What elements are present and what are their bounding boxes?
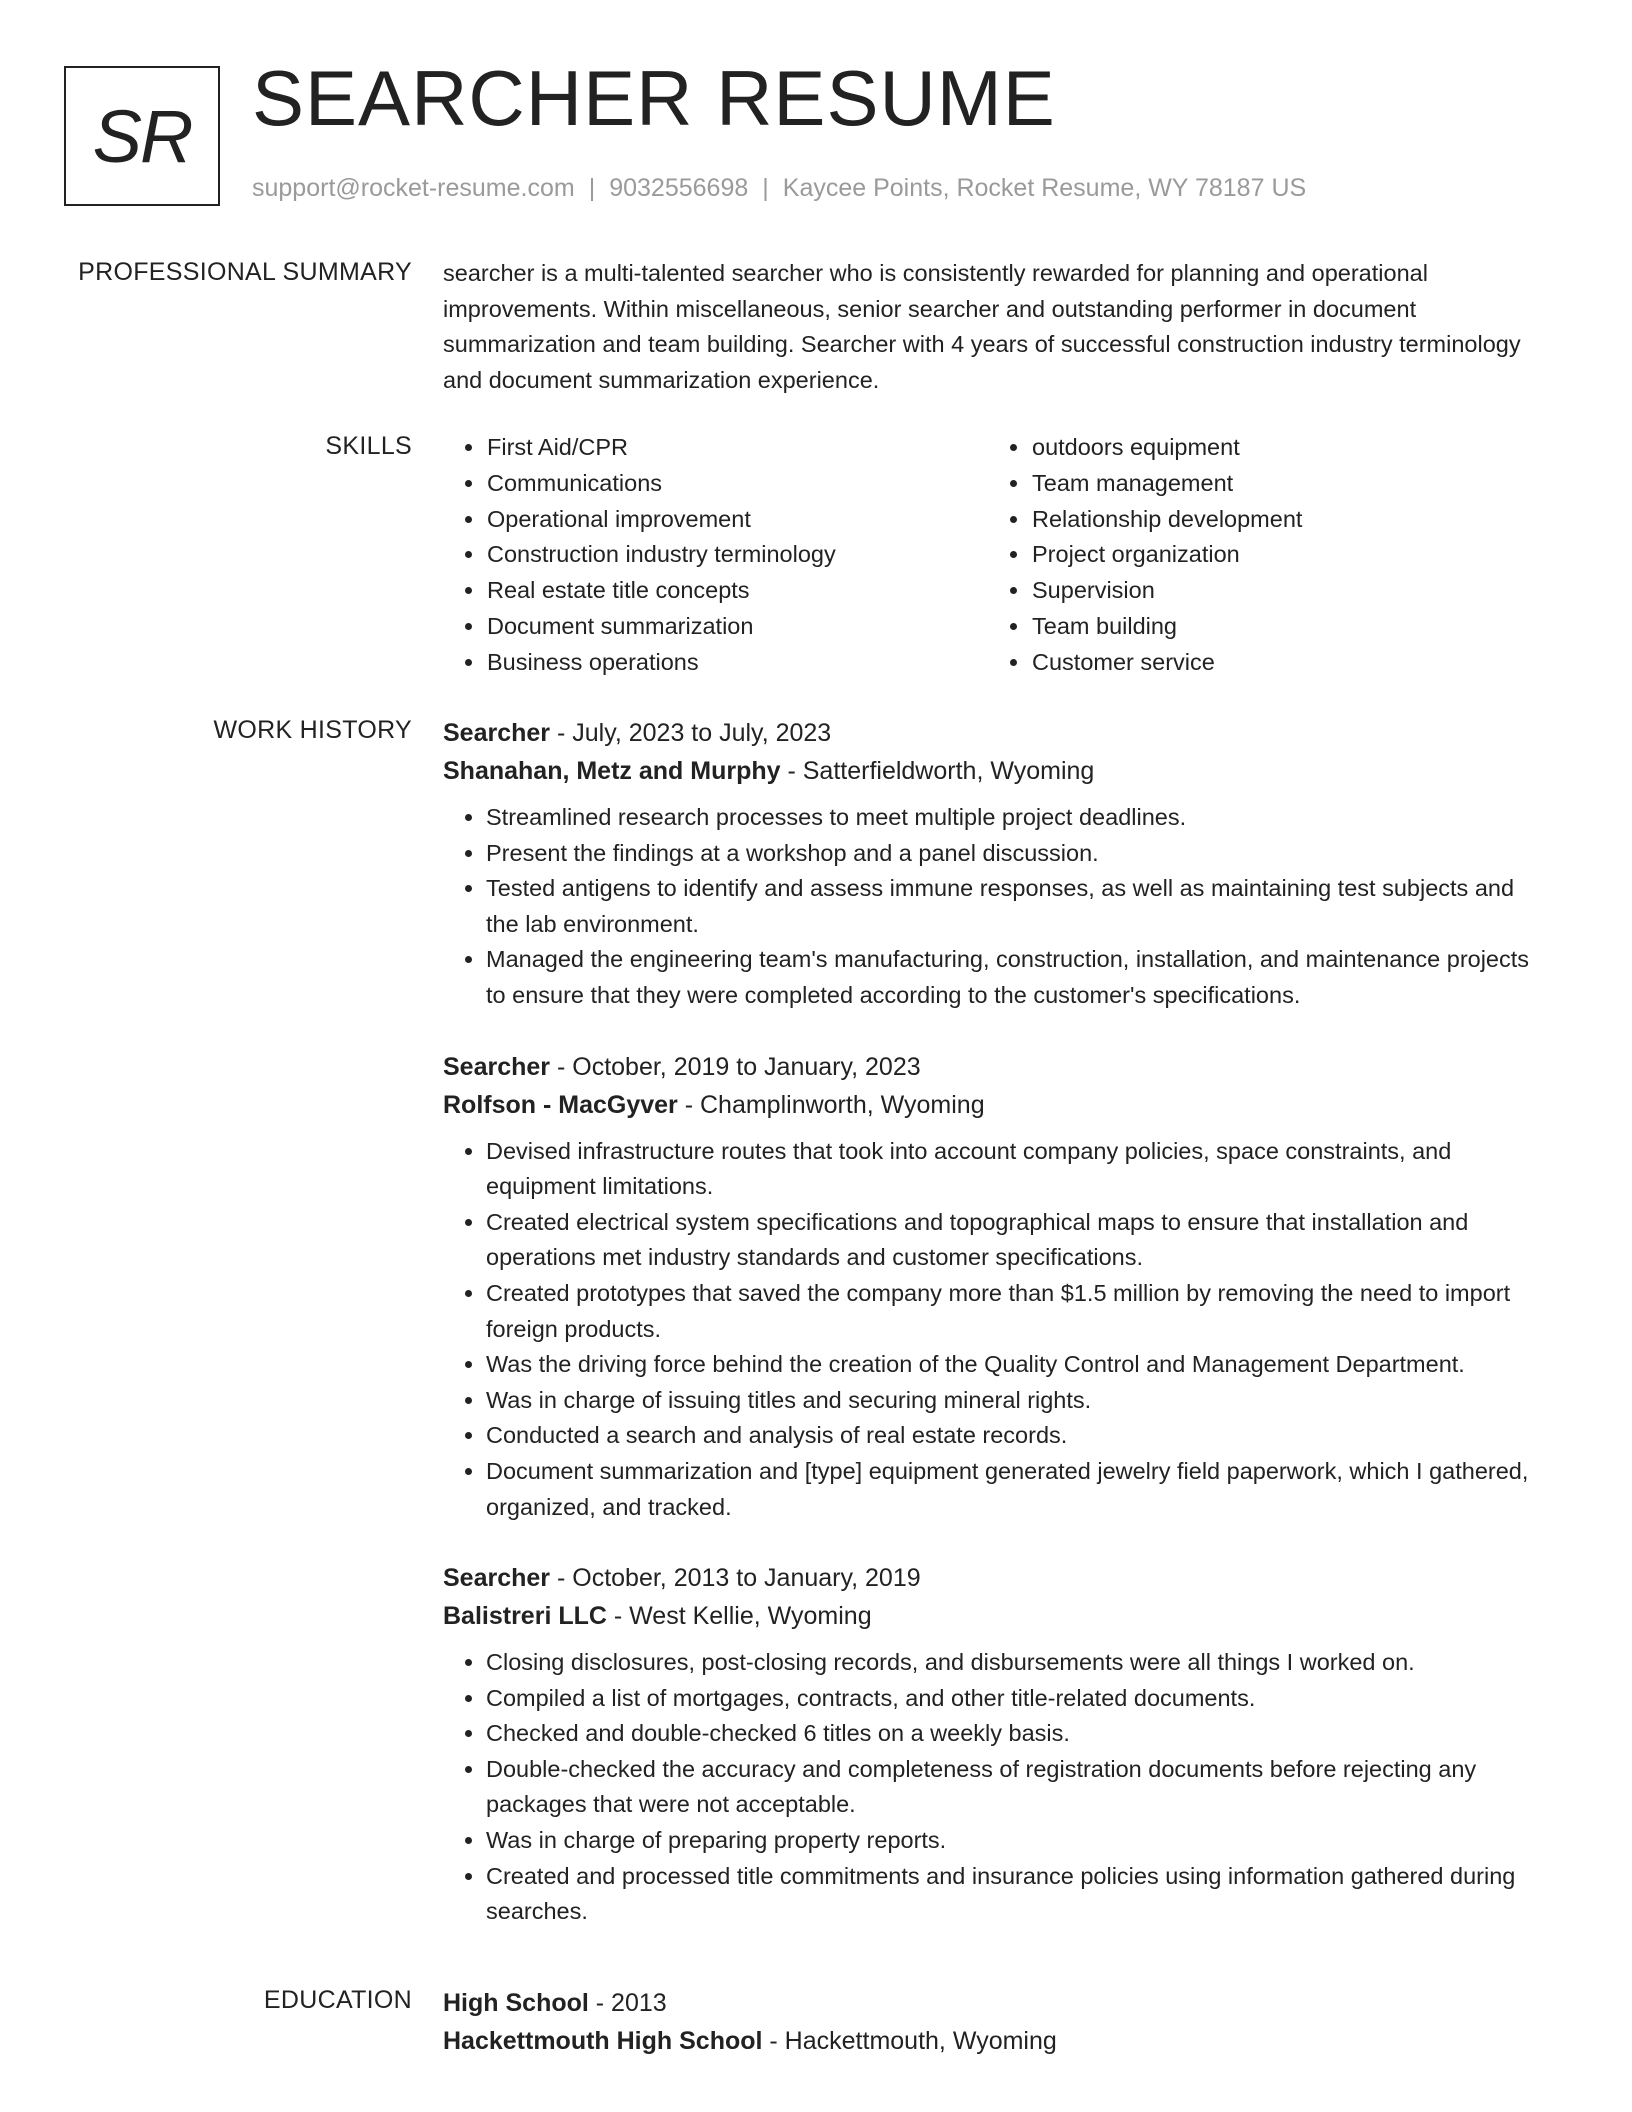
job-title-line: [443, 1048, 1543, 1086]
skill-item: • Business operations: [486, 645, 988, 681]
skill-item: • Relationship development: [1031, 502, 1533, 538]
job-company-line: [443, 1086, 1543, 1124]
job-company-line: [443, 1597, 1543, 1635]
skills-list-right: [988, 430, 1533, 681]
job-title: Searcher: [443, 1564, 551, 1593]
contact-separator: |: [762, 174, 769, 202]
job-bullet: • Was in charge of preparing property reports.: [486, 1823, 1543, 1859]
contact-phone: 9032556698: [609, 174, 749, 202]
education-school-line: [443, 2022, 1543, 2060]
job-bullets: [443, 800, 1543, 1014]
skill-item: • Construction industry terminology: [486, 537, 988, 573]
education-degree: High School: [443, 1989, 589, 2017]
education-location: - Hackettmouth, Wyoming: [762, 2027, 1057, 2055]
job-dates: - October, 2013 to January, 2019: [550, 1564, 921, 1593]
summary-text: searcher is a multi-talented searcher who is consistently rewarded for planning and operational improvements. Within miscellaneous, senior searcher and outstanding performer in document summarization and team building. Searcher with 4 years of successful construction industry terminology and document summarization experience.: [443, 260, 1521, 393]
job-bullet: • Created prototypes that saved the company more than $1.5 million by removing the need to import foreign products.: [486, 1276, 1543, 1347]
work-history-list: [443, 714, 1543, 1964]
education-school: Hackettmouth High School: [443, 2027, 763, 2055]
job-company-line: [443, 752, 1543, 790]
job-location: - Champlinworth, Wyoming: [677, 1090, 985, 1119]
section-label: SKILLS: [325, 432, 412, 460]
job-entry: [443, 714, 1543, 1014]
job-bullet: • Managed the engineering team's manufacturing, construction, installation, and maintenance projects to ensure that they were completed according to the customer's specifications.: [486, 942, 1543, 1013]
job-bullet: • Was in charge of issuing titles and securing mineral rights.: [486, 1383, 1543, 1419]
job-title-line: [443, 714, 1543, 752]
job-bullets: [443, 1134, 1543, 1526]
job-company: Balistreri LLC: [443, 1602, 607, 1631]
contact-email: support@rocket-resume.com: [252, 174, 575, 202]
job-bullet: • Closing disclosures, post-closing records, and disbursements were all things I worked on.: [486, 1645, 1543, 1681]
education-degree-line: [443, 1984, 1543, 2022]
job-bullets: [443, 1645, 1543, 1930]
section-label: PROFESSIONAL SUMMARY: [78, 258, 412, 286]
education-year: - 2013: [588, 1989, 667, 2017]
skill-item: • Project organization: [1031, 537, 1533, 573]
resume-name: SEARCHER RESUME: [252, 54, 1056, 142]
job-bullet: • Tested antigens to identify and assess immune responses, as well as maintaining test subjects and the lab environment.: [486, 871, 1543, 942]
job-title-line: [443, 1559, 1543, 1597]
job-company: Rolfson - MacGyver: [443, 1090, 678, 1119]
job-dates: - July, 2023 to July, 2023: [550, 719, 832, 747]
job-location: - West Kellie, Wyoming: [606, 1602, 872, 1631]
job-bullet: • Created and processed title commitments and insurance policies using information gathered during searches.: [486, 1859, 1543, 1930]
job-bullet: • Devised infrastructure routes that took into account company policies, space constraints, and equipment limitations.: [486, 1134, 1543, 1205]
job-bullet: • Double-checked the accuracy and completeness of registration documents before rejecting any packages that were not acceptable.: [486, 1752, 1543, 1823]
job-dates: - October, 2019 to January, 2023: [550, 1052, 921, 1081]
section-label: WORK HISTORY: [213, 716, 412, 744]
skill-item: • outdoors equipment: [1031, 430, 1533, 466]
job-title: Searcher: [443, 1052, 551, 1081]
contact-separator: |: [588, 174, 596, 202]
job-company: Shanahan, Metz and Murphy: [443, 757, 781, 785]
skill-item: • Document summarization: [486, 609, 988, 645]
job-bullet: • Checked and double-checked 6 titles on a weekly basis.: [486, 1716, 1543, 1752]
job-bullet: • Compiled a list of mortgages, contracts, and other title-related documents.: [486, 1681, 1543, 1717]
job-entry: [443, 1559, 1543, 1930]
education-entry: [443, 1984, 1543, 2060]
job-location: - Satterfieldworth, Wyoming: [780, 757, 1095, 785]
job-title: Searcher: [443, 719, 551, 747]
skill-item: • Communications: [486, 466, 988, 502]
contact-address: Kaycee Points, Rocket Resume, WY 78187 US: [782, 174, 1307, 202]
job-bullet: • Created electrical system specifications and topographical maps to ensure that installation and operations met industry standards and customer specifications.: [486, 1205, 1543, 1276]
job-bullet: • Document summarization and [type] equipment generated jewelry field paperwork, which I gathered, organized, and tracked.: [486, 1454, 1543, 1525]
job-bullet: • Conducted a search and analysis of real estate records.: [486, 1418, 1543, 1454]
skills-list-left: [443, 430, 988, 681]
skills-columns: [443, 430, 1543, 681]
skill-item: • Team building: [1031, 609, 1533, 645]
job-bullet: • Present the findings at a workshop and a panel discussion.: [486, 836, 1543, 872]
job-bullet: • Streamlined research processes to meet multiple project deadlines.: [486, 800, 1543, 836]
skill-item: • Real estate title concepts: [486, 573, 988, 609]
job-entry: [443, 1048, 1543, 1526]
skill-item: • First Aid/CPR: [486, 430, 988, 466]
section-label: EDUCATION: [263, 1986, 412, 2014]
monogram-initials: SR: [64, 66, 220, 206]
skill-item: • Supervision: [1031, 573, 1533, 609]
skill-item: • Customer service: [1031, 645, 1533, 681]
skill-item: • Team management: [1031, 466, 1533, 502]
contact-line: [252, 174, 1306, 203]
job-bullet: • Was the driving force behind the creation of the Quality Control and Management Department.: [486, 1347, 1543, 1383]
skill-item: • Operational improvement: [486, 502, 988, 538]
